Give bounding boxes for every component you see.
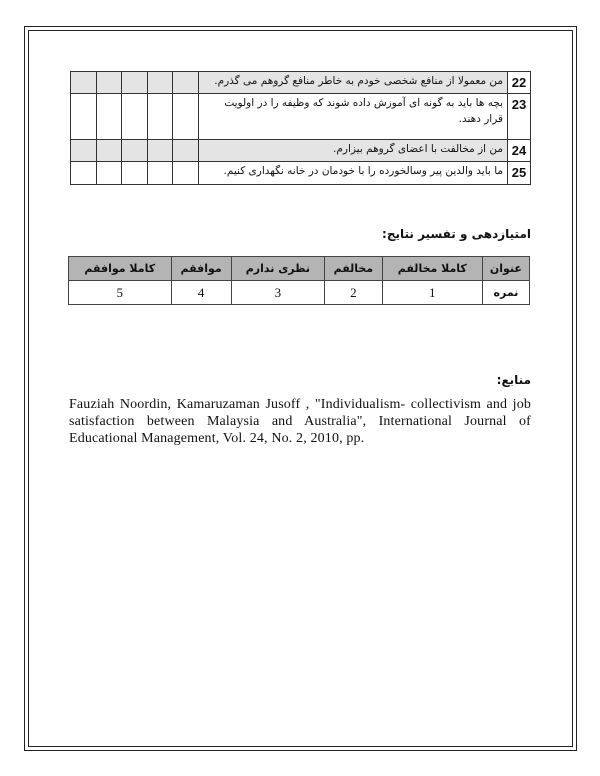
answer-cell[interactable]: [173, 72, 199, 94]
references-title: منابع:: [496, 373, 531, 387]
question-text: من از مخالفت با اعضای گروهم بیزارم.: [198, 140, 507, 162]
scoring-header-cell: مخالفم: [324, 257, 382, 281]
question-number: 23: [508, 94, 531, 140]
scoring-header-cell: کاملا موافقم: [69, 257, 172, 281]
answer-cell[interactable]: [96, 72, 122, 94]
scoring-value: 4: [171, 281, 231, 305]
scoring-header-cell: نظری ندارم: [231, 257, 324, 281]
scoring-table: [68, 256, 530, 305]
question-number: 24: [508, 140, 531, 162]
answer-cell[interactable]: [173, 94, 199, 140]
answer-cell[interactable]: [147, 94, 173, 140]
answer-cell[interactable]: [96, 94, 122, 140]
answer-cell[interactable]: [122, 162, 148, 185]
scoring-row-label: نمره: [482, 281, 529, 305]
answer-cell[interactable]: [173, 162, 199, 185]
answer-cell[interactable]: [71, 140, 97, 162]
answer-cell[interactable]: [71, 94, 97, 140]
questionnaire-row: [71, 140, 531, 162]
question-text: ما باید والدین پیر وسالخورده را با خودمان در خانه نگهداری کنیم.: [198, 162, 507, 185]
questionnaire-row: [71, 94, 531, 140]
scoring-value: 1: [382, 281, 482, 305]
scoring-header-cell: عنوان: [482, 257, 529, 281]
answer-cell[interactable]: [173, 140, 199, 162]
reference-entry: Fauziah Noordin, Kamaruzaman Jusoff , "Individualism- collectivism and job satisfaction between Malaysia and Australia", International Journal of Educational Management, Vol. 24, No. 2, 2010, pp.: [69, 397, 531, 446]
answer-cell[interactable]: [71, 162, 97, 185]
answer-cell[interactable]: [122, 140, 148, 162]
answer-cell[interactable]: [147, 162, 173, 185]
answer-cell[interactable]: [71, 72, 97, 94]
answer-cell[interactable]: [147, 72, 173, 94]
scoring-heading: امتیازدهی و تفسیر نتایج:: [382, 227, 531, 241]
question-text: بچه ها باید به گونه ای آموزش داده شوند که وظیفه را در اولویت قرار دهند.: [198, 94, 507, 140]
answer-cell[interactable]: [122, 72, 148, 94]
questionnaire-table: [70, 71, 531, 185]
scoring-header-row: [69, 257, 530, 281]
scoring-value-row: [69, 281, 530, 305]
questionnaire-row: [71, 162, 531, 185]
scoring-value: 2: [324, 281, 382, 305]
answer-cell[interactable]: [147, 140, 173, 162]
answer-cell[interactable]: [96, 162, 122, 185]
question-text: من معمولا از منافع شخصی خودم به خاطر منافع گروهم می گذرم.: [198, 72, 507, 94]
answer-cell[interactable]: [96, 140, 122, 162]
scoring-header-cell: موافقم: [171, 257, 231, 281]
question-number: 22: [508, 72, 531, 94]
answer-cell[interactable]: [122, 94, 148, 140]
scoring-value: 3: [231, 281, 324, 305]
scoring-header-cell: کاملا مخالفم: [382, 257, 482, 281]
scoring-value: 5: [69, 281, 172, 305]
questionnaire-row: [71, 72, 531, 94]
question-number: 25: [508, 162, 531, 185]
